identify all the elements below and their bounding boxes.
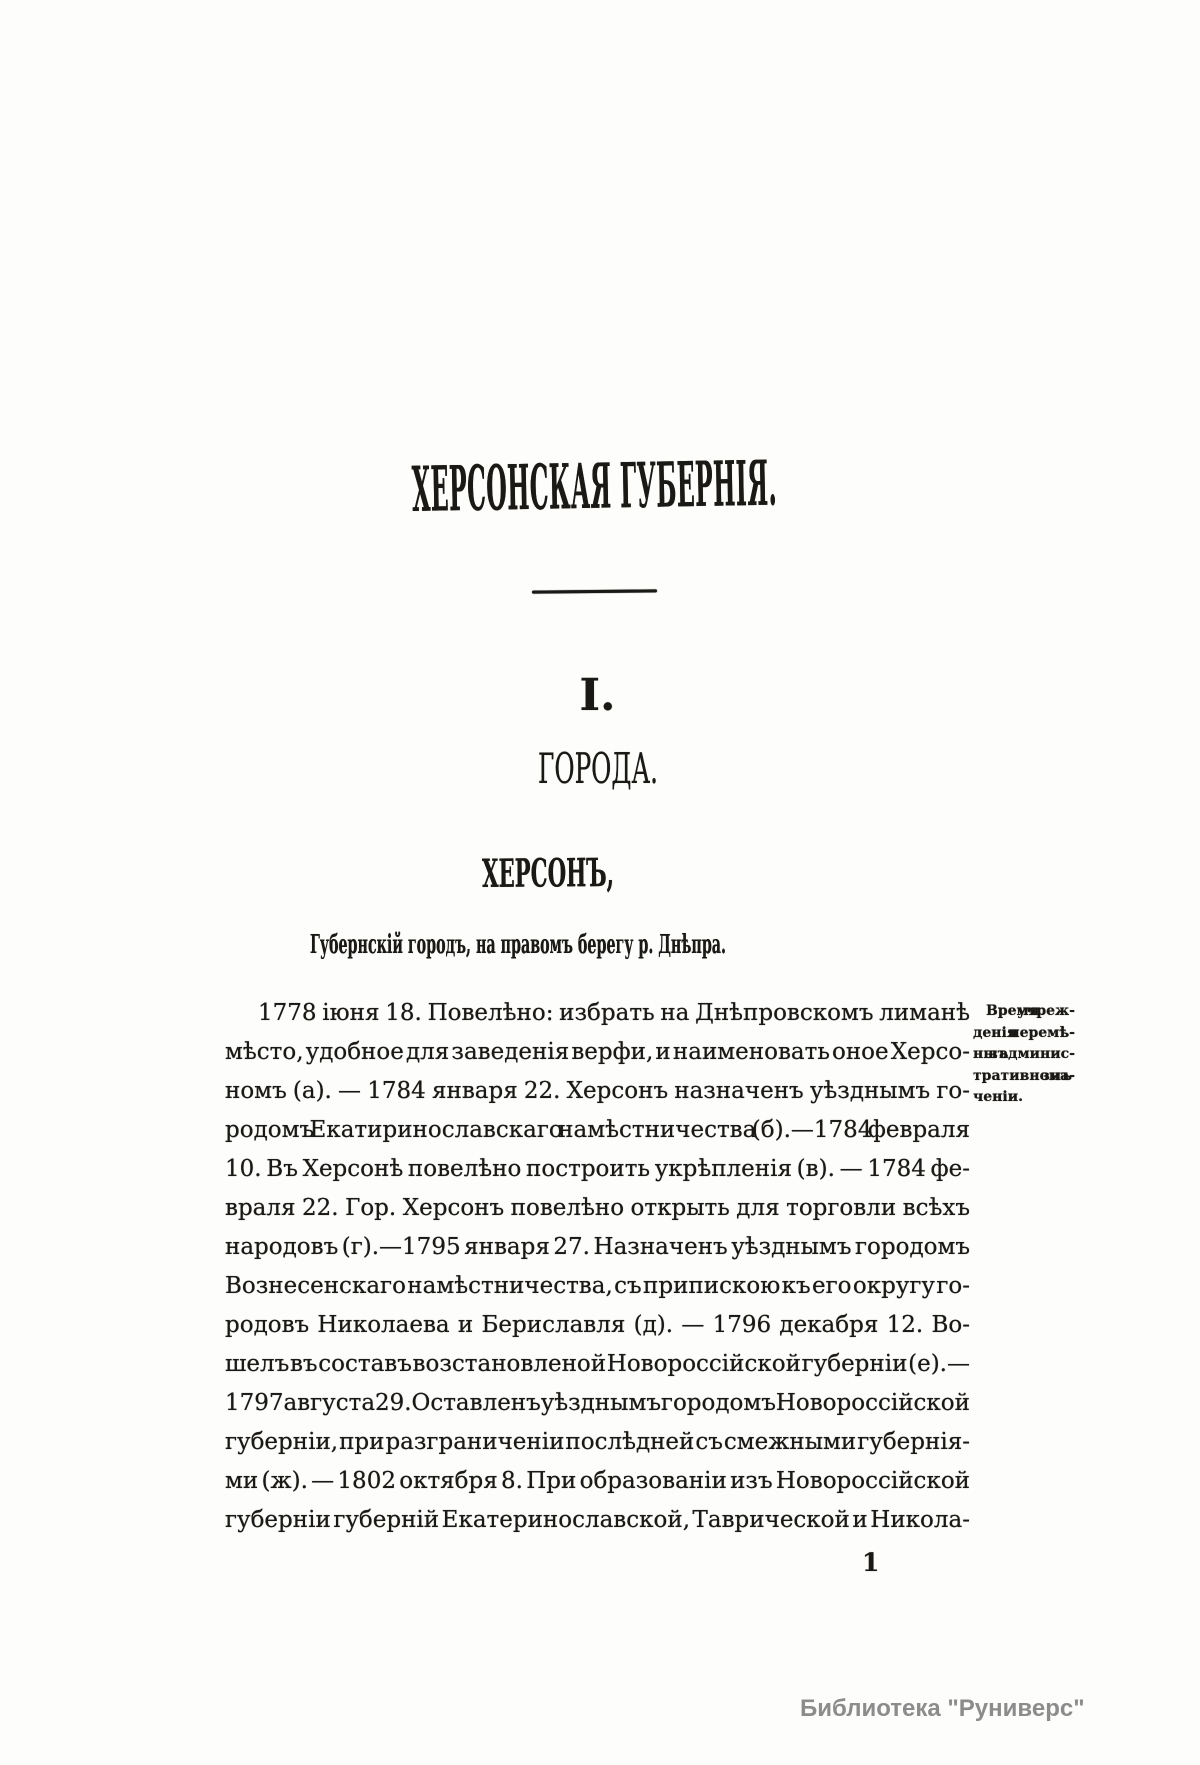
- section-number: I.: [579, 670, 616, 721]
- margin-note-line: ны въ админис-: [973, 1046, 1075, 1062]
- entry-title-text: ХЕРСОНЪ,: [481, 850, 615, 897]
- margin-note-line: Время учреж-: [986, 1003, 1075, 1019]
- province-title: [411, 446, 778, 526]
- page-number: 1: [862, 1548, 880, 1577]
- body-line: 10. Въ Херсонѣ повелѣно построить укрѣпленія (в). — 1784 фе-: [225, 1156, 970, 1182]
- entry-title: [481, 850, 615, 897]
- body-line: ми (ж). — 1802 октября 8. При образованіи изъ Новороссійской: [225, 1468, 970, 1494]
- body-line: шелъ въ составъ возстановленой Новороссійской губерніи (е).—: [225, 1351, 970, 1377]
- divider-rule: [532, 589, 657, 593]
- body-line: народовъ (г).—1795 января 27. Назначенъ уѣзднымъ городомъ: [225, 1234, 970, 1260]
- province-title-text: ХЕРСОНСКАЯ ГУБЕРНІЯ.: [411, 446, 778, 526]
- body-line: 1797 августа 29. Оставленъ уѣзднымъ городомъ Новороссійской: [225, 1390, 970, 1416]
- body-line: номъ (а). — 1784 января 22. Херсонъ назначенъ уѣзднымъ го-: [225, 1078, 970, 1104]
- library-watermark: Библиотека "Руниверс": [800, 1695, 1085, 1722]
- margin-note-line: ченіи.: [973, 1089, 1023, 1105]
- body-line: мѣсто, удобное для заведенія верфи, и наименовать оное Херсо-: [225, 1039, 970, 1065]
- body-line: родовъ Николаева и Бериславля (д). — 1796 декабря 12. Во-: [225, 1312, 970, 1338]
- section-title-text: ГОРОДА.: [538, 744, 658, 793]
- body-line: губерніи губерній Екатеринославской, Таврической и Никола-: [225, 1507, 970, 1533]
- main-text: [225, 994, 970, 1540]
- margin-note: [973, 1001, 1075, 1109]
- body-line: губерніи, при разграниченіи послѣдней съ смежными губернія-: [225, 1429, 970, 1455]
- body-line: враля 22. Гор. Херсонъ повелѣно открыть для торговли всѣхъ: [225, 1195, 970, 1221]
- entry-subtitle-text: Губернскій городъ, на правомъ берегу р. Днѣпра.: [310, 930, 726, 960]
- entry-subtitle: [310, 931, 726, 959]
- body-line: Вознесенскаго намѣстничества, съ припискою къ его округу го-: [225, 1273, 970, 1299]
- body-line: 1778 іюня 18. Повелѣно: избрать на Днѣпровскомъ лиманѣ: [258, 1000, 970, 1026]
- body-line: родомъ Екатиринославскаго намѣстничества (б).—1784 февраля: [225, 1117, 970, 1143]
- margin-note-line: денія и перемѣ-: [973, 1024, 1075, 1041]
- section-title: [538, 744, 658, 793]
- margin-note-line: тративномъ зна-: [973, 1067, 1075, 1084]
